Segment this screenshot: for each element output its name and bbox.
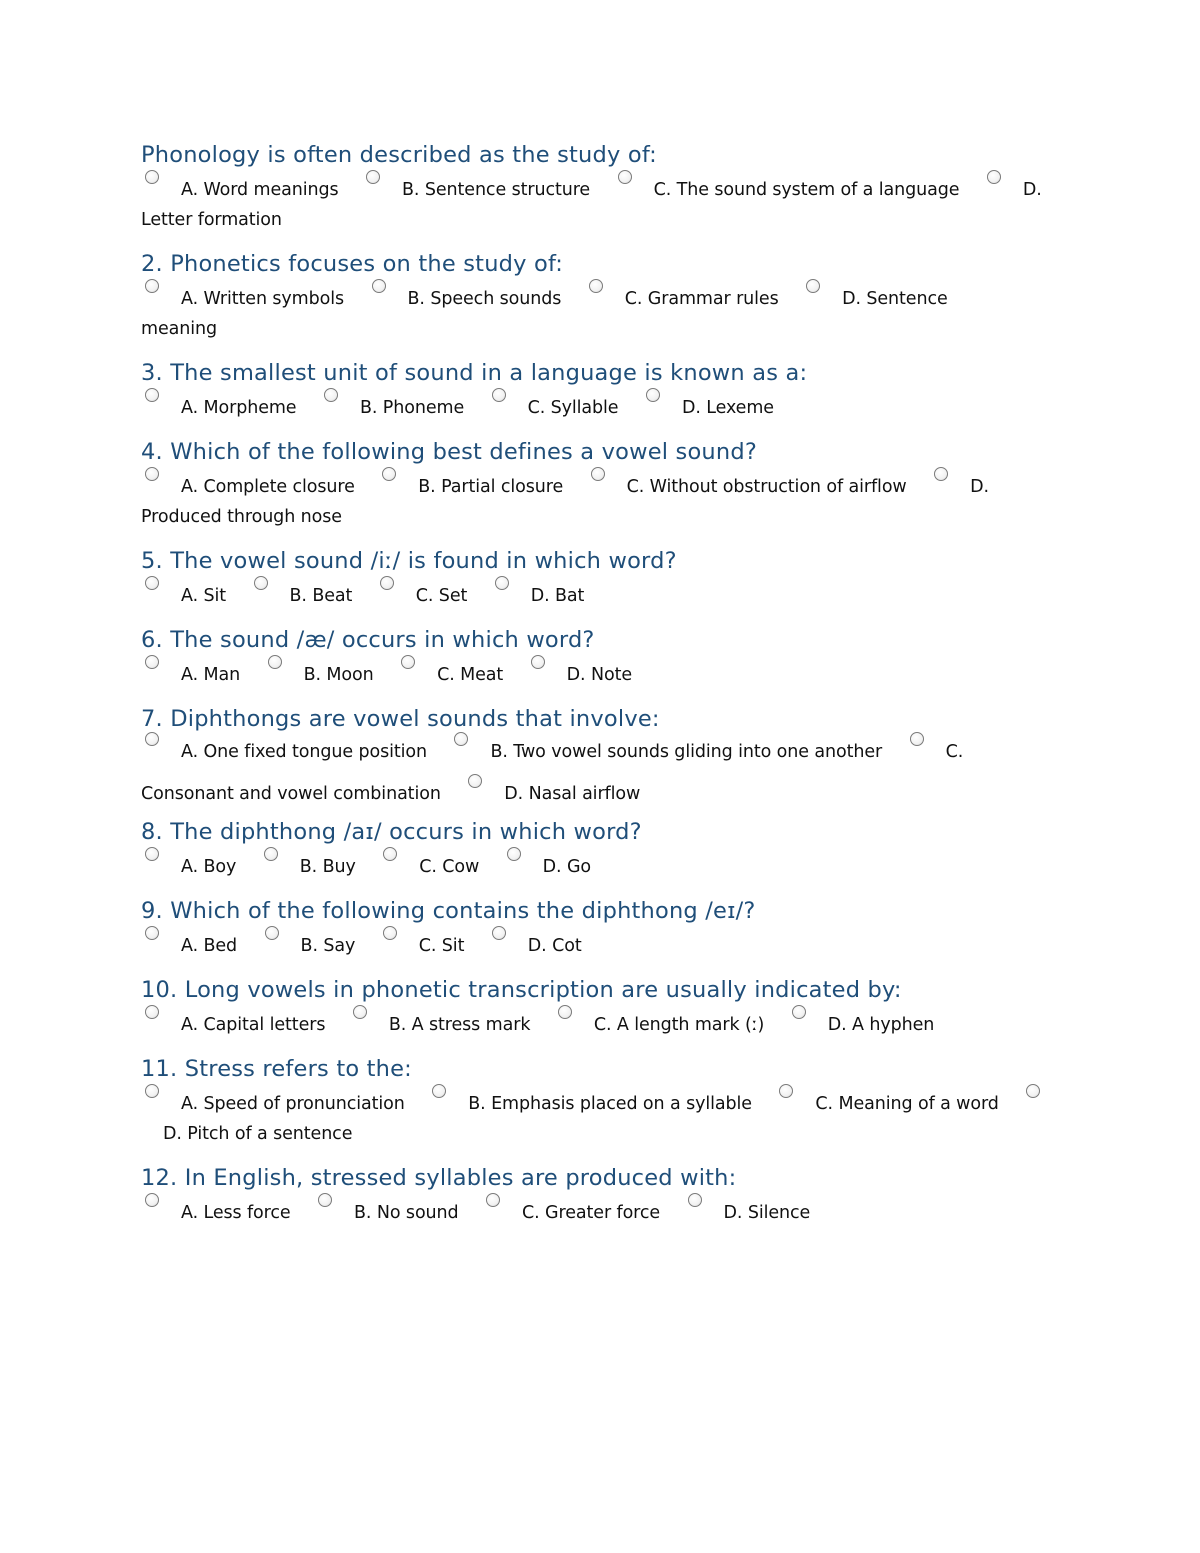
- answer-option-label: D. A hyphen: [827, 1015, 935, 1035]
- radio-button[interactable]: [934, 467, 948, 481]
- answer-option-label: C. Meat: [437, 665, 504, 685]
- radio-button[interactable]: [495, 576, 509, 590]
- question-title: 9. Which of the following contains the diphthong /eɪ/?: [141, 898, 756, 924]
- question-block: [141, 1052, 1046, 1149]
- radio-button[interactable]: [268, 655, 282, 669]
- radio-button[interactable]: [145, 170, 159, 184]
- answer-option-label: B. A stress mark: [388, 1015, 531, 1035]
- answer-option-label: A. Boy: [181, 857, 237, 877]
- answer-options: [141, 731, 1046, 815]
- radio-button[interactable]: [468, 774, 482, 788]
- radio-button[interactable]: [372, 279, 386, 293]
- question-block: [141, 435, 1046, 532]
- radio-button[interactable]: [688, 1193, 702, 1207]
- answer-option-label: A. Less force: [181, 1203, 291, 1223]
- answer-option-label: B. No sound: [354, 1203, 459, 1223]
- radio-button[interactable]: [486, 1193, 500, 1207]
- radio-button[interactable]: [1026, 1084, 1040, 1098]
- answer-option-label: D. Lexeme: [681, 398, 774, 418]
- answer-option-label: A. Bed: [181, 936, 238, 956]
- answer-option-label: C. Cow: [419, 857, 480, 877]
- answer-option-label: B. Partial closure: [418, 477, 564, 497]
- question-title: 5. The vowel sound /iː/ is found in which word?: [141, 548, 677, 574]
- answer-option-label: C. Syllable: [527, 398, 619, 418]
- answer-option-label: C. Greater force: [522, 1203, 661, 1223]
- radio-button[interactable]: [145, 847, 159, 861]
- answer-option-label: B. Phoneme: [359, 398, 465, 418]
- radio-button[interactable]: [454, 732, 468, 746]
- question-block: [141, 544, 1046, 611]
- answer-option-label: A. Morpheme: [181, 398, 297, 418]
- answer-option-label: A. Speed of pronunciation: [181, 1094, 405, 1114]
- question-block: [141, 894, 1046, 961]
- answer-option-label: C. The sound system of a language: [653, 180, 960, 200]
- radio-button[interactable]: [383, 926, 397, 940]
- radio-button[interactable]: [265, 926, 279, 940]
- radio-button[interactable]: [145, 655, 159, 669]
- answer-option-label: D. Cot: [527, 936, 582, 956]
- answer-option-label: C. A length mark (ː): [593, 1015, 765, 1035]
- answer-option-label: D. Sentence meaning: [141, 289, 948, 339]
- radio-button[interactable]: [792, 1005, 806, 1019]
- radio-button[interactable]: [353, 1005, 367, 1019]
- answer-options: [141, 1198, 1046, 1228]
- radio-button[interactable]: [910, 732, 924, 746]
- question-title: 10. Long vowels in phonetic transcription are usually indicated by:: [141, 977, 902, 1003]
- radio-button[interactable]: [987, 170, 1001, 184]
- answer-option-label: C. Without obstruction of airflow: [626, 477, 907, 497]
- answer-option-label: D. Bat: [530, 586, 585, 606]
- answer-option-label: B. Moon: [303, 665, 374, 685]
- question-title: 7. Diphthongs are vowel sounds that involve:: [141, 706, 660, 732]
- question-title: 8. The diphthong /aɪ/ occurs in which word?: [141, 819, 642, 845]
- answer-options: [141, 1089, 1046, 1149]
- answer-option-label: C. Grammar rules: [624, 289, 779, 309]
- question-block: [141, 247, 1046, 344]
- radio-button[interactable]: [380, 576, 394, 590]
- question-title: 6. The sound /æ/ occurs in which word?: [141, 627, 595, 653]
- radio-button[interactable]: [318, 1193, 332, 1207]
- answer-option-label: D. Go: [542, 857, 592, 877]
- answer-option-label: C. Set: [415, 586, 468, 606]
- answer-option-label: A. One fixed tongue position: [181, 742, 427, 762]
- radio-button[interactable]: [492, 926, 506, 940]
- answer-option-label: A. Man: [181, 665, 241, 685]
- answer-option-label: A. Sit: [181, 586, 227, 606]
- radio-button[interactable]: [366, 170, 380, 184]
- question-block: [141, 623, 1046, 690]
- answer-option-label: D. Produced through nose: [141, 477, 989, 527]
- radio-button[interactable]: [779, 1084, 793, 1098]
- question-block: [141, 973, 1046, 1040]
- radio-button[interactable]: [531, 655, 545, 669]
- answer-options: [141, 1010, 1046, 1040]
- radio-button[interactable]: [401, 655, 415, 669]
- radio-button[interactable]: [145, 1193, 159, 1207]
- question-title: 11. Stress refers to the:: [141, 1056, 412, 1082]
- answer-option-label: B. Sentence structure: [402, 180, 591, 200]
- question-block: [141, 815, 1046, 882]
- question-block: [141, 356, 1046, 423]
- radio-button[interactable]: [618, 170, 632, 184]
- answer-option-label: B. Speech sounds: [407, 289, 562, 309]
- question-title: 2. Phonetics focuses on the study of:: [141, 251, 564, 277]
- answer-options: [141, 581, 1046, 611]
- answer-option-label: D. Nasal airflow: [504, 784, 641, 804]
- answer-option-label: D. Pitch of a sentence: [163, 1124, 353, 1144]
- answer-options: [141, 931, 1046, 961]
- radio-button[interactable]: [507, 847, 521, 861]
- radio-button[interactable]: [324, 388, 338, 402]
- radio-button[interactable]: [145, 732, 159, 746]
- question-block: [141, 1161, 1046, 1228]
- answer-option-label: B. Buy: [299, 857, 356, 877]
- radio-button[interactable]: [145, 926, 159, 940]
- answer-options: [141, 472, 1046, 532]
- answer-option-label: C. Sit: [418, 936, 465, 956]
- answer-options: [141, 175, 1046, 235]
- answer-option-label: B. Emphasis placed on a syllable: [468, 1094, 752, 1114]
- radio-button[interactable]: [432, 1084, 446, 1098]
- radio-button[interactable]: [145, 388, 159, 402]
- radio-button[interactable]: [145, 1084, 159, 1098]
- radio-button[interactable]: [589, 279, 603, 293]
- answer-option-label: C. Meaning of a word: [815, 1094, 999, 1114]
- radio-button[interactable]: [145, 467, 159, 481]
- question-title: 12. In English, stressed syllables are produced with:: [141, 1165, 737, 1191]
- radio-button[interactable]: [591, 467, 605, 481]
- question-block: [141, 702, 1046, 815]
- radio-button[interactable]: [254, 576, 268, 590]
- answer-option-label: B. Two vowel sounds gliding into one another: [490, 742, 883, 762]
- answer-option-label: A. Word meanings: [181, 180, 339, 200]
- answer-option-label: D. Letter formation: [141, 180, 1042, 230]
- radio-button[interactable]: [264, 847, 278, 861]
- answer-option-label: D. Note: [566, 665, 632, 685]
- radio-button[interactable]: [145, 279, 159, 293]
- answer-option-label: A. Written symbols: [181, 289, 345, 309]
- answer-option-label: B. Say: [300, 936, 356, 956]
- radio-button[interactable]: [383, 847, 397, 861]
- radio-button[interactable]: [558, 1005, 572, 1019]
- radio-button[interactable]: [492, 388, 506, 402]
- answer-option-label: A. Complete closure: [181, 477, 355, 497]
- answer-option-label: D. Silence: [723, 1203, 811, 1223]
- answer-options: [141, 852, 1046, 882]
- question-title: 4. Which of the following best defines a vowel sound?: [141, 439, 757, 465]
- answer-option-label: C. Consonant and vowel combination: [141, 742, 964, 804]
- answer-options: [141, 393, 1046, 423]
- question-title: 3. The smallest unit of sound in a language is known as a:: [141, 360, 808, 386]
- radio-button[interactable]: [145, 1005, 159, 1019]
- answer-options: [141, 284, 1046, 344]
- radio-button[interactable]: [145, 576, 159, 590]
- question-block: [141, 138, 1046, 235]
- radio-button[interactable]: [382, 467, 396, 481]
- question-title: Phonology is often described as the study of:: [141, 142, 657, 168]
- quiz-document: [141, 138, 1046, 1240]
- radio-button[interactable]: [806, 279, 820, 293]
- answer-options: [141, 660, 1046, 690]
- radio-button[interactable]: [646, 388, 660, 402]
- answer-option-label: A. Capital letters: [181, 1015, 326, 1035]
- answer-option-label: B. Beat: [289, 586, 353, 606]
